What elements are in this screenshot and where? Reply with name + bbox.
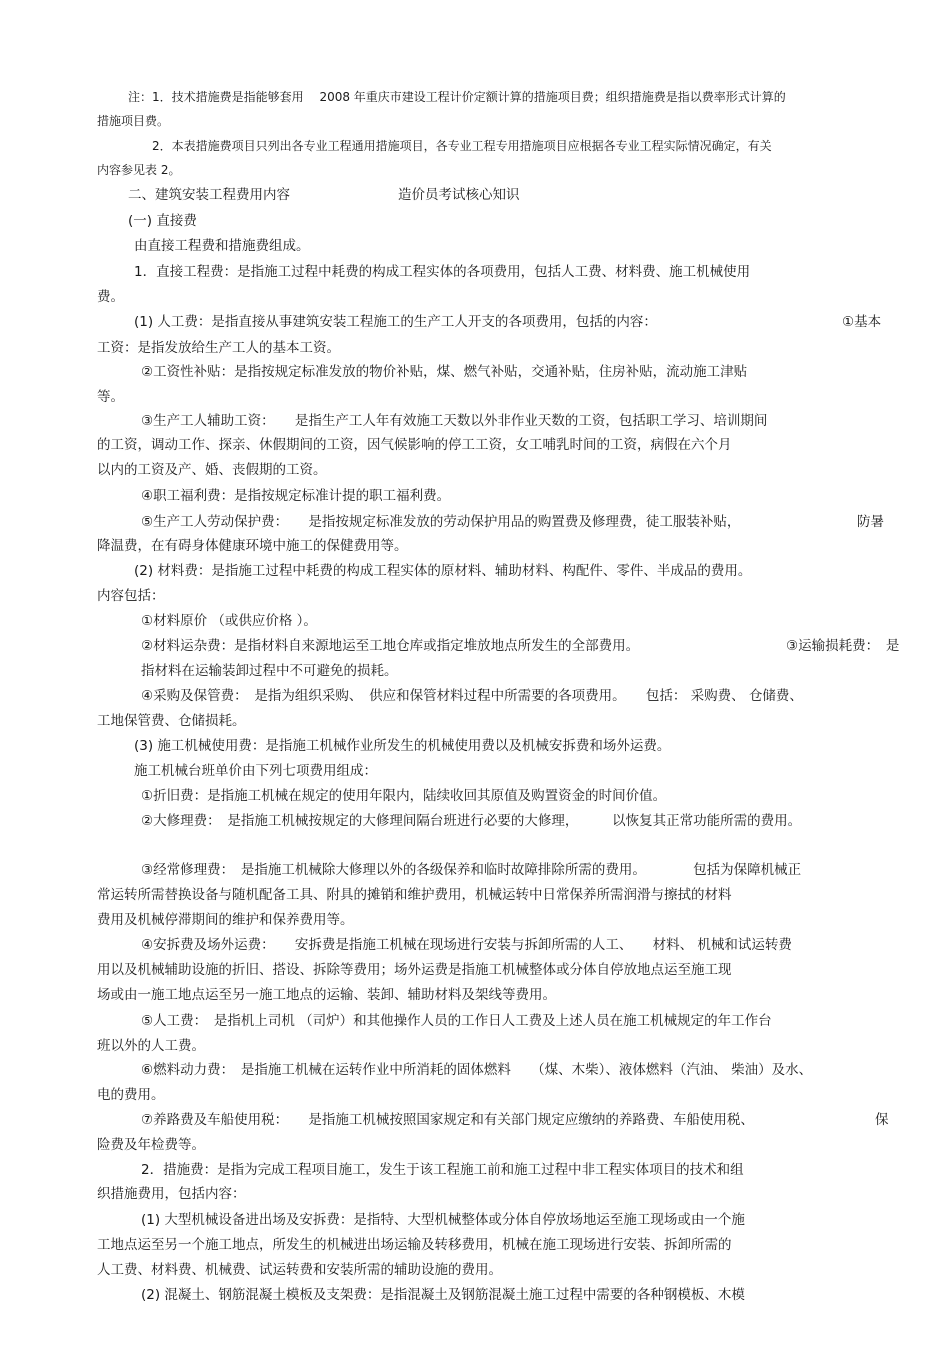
paragraph-line: ②材料运杂费：是指材料自来源地运至工地仓库或指定堆放地点所发生的全部费用。 — [141, 638, 640, 654]
paragraph-line: 险费及年检费等。 — [97, 1137, 205, 1153]
paragraph-line: 降温费，在有碍身体健康环境中施工的保健费用等。 — [97, 538, 408, 554]
paragraph-line: ⑤人工费： 是指机上司机 （司炉）和其他操作人员的工作日人工费及上述人员在施工机械规定的年工作台 — [141, 1013, 772, 1029]
paragraph-line: ③运输损耗费： 是 — [786, 638, 900, 654]
subsection-heading: (一) 直接费 — [128, 213, 197, 229]
note-line-3: 2．本表措施费项目只列出各专业工程通用措施项目，各专业工程专用措施项目应根据各专业工程实际情况确定，有关 — [152, 139, 772, 153]
paragraph-line: 班以外的人工费。 — [97, 1038, 205, 1054]
section-heading: 二、建筑安装工程费用内容 造价员考试核心知识 — [128, 187, 520, 203]
paragraph-line: 用以及机械辅助设施的折旧、搭设、拆除等费用；场外运费是指施工机械整体或分体自停放地点运至施工现 — [97, 962, 732, 978]
paragraph-line: 1．直接工程费：是指施工过程中耗费的构成工程实体的各项费用，包括人工费、材料费、施工机械使用 — [134, 264, 751, 280]
paragraph-line: (2) 材料费：是指施工过程中耗费的构成工程实体的原材料、辅助材料、构配件、零件、半成品的费用。 — [134, 563, 752, 579]
paragraph-line: 电的费用。 — [97, 1087, 165, 1103]
paragraph-line: 费。 — [97, 289, 124, 305]
paragraph-line: 工地点运至另一个施工地点，所发生的机械进出场运输及转移费用，机械在施工现场进行安装、拆卸所需的 — [97, 1237, 732, 1253]
paragraph-line: ④职工福利费：是指按规定标准计提的职工福利费。 — [141, 488, 451, 504]
note-line-2: 措施项目费。 — [97, 114, 170, 128]
paragraph-line: ③经常修理费： 是指施工机械除大修理以外的各级保养和临时故障排除所需的费用。 包括为保障机械正 — [141, 862, 802, 878]
paragraph-line: ①折旧费：是指施工机械在规定的使用年限内，陆续收回其原值及购置资金的时间价值。 — [141, 788, 667, 804]
paragraph-line: 工资：是指发放给生产工人的基本工资。 — [97, 340, 340, 356]
paragraph-line: 以内的工资及产、婚、丧假期的工资。 — [97, 462, 327, 478]
paragraph-line: ④采购及保管费： 是指为组织采购、 供应和保管材料过程中所需要的各项费用。 包括： 采购费、 仓储费、 — [141, 688, 803, 704]
paragraph-line: ④安拆费及场外运费： 安拆费是指施工机械在现场进行安装与拆卸所需的人工、 材料、 机械和试运转费 — [141, 937, 792, 953]
paragraph-line: (3) 施工机械使用费：是指施工机械作业所发生的机械使用费以及机械安拆费和场外运费。 — [134, 738, 671, 754]
paragraph-line: ①基本 — [842, 314, 882, 330]
paragraph-line: 的工资，调动工作、探亲、休假期间的工资，因气候影响的停工工资，女工哺乳时间的工资，病假在六个月 — [97, 437, 732, 453]
paragraph-line: ③生产工人辅助工资： 是指生产工人年有效施工天数以外非作业天数的工资，包括职工学习、培训期间 — [141, 413, 768, 429]
paragraph-line: 施工机械台班单价由下列七项费用组成： — [134, 763, 377, 779]
paragraph-line: 由直接工程费和措施费组成。 — [134, 238, 310, 254]
paragraph-line: 内容包括： — [97, 588, 165, 604]
paragraph-line: 场或由一施工地点运至另一施工地点的运输、装卸、辅助材料及架线等费用。 — [97, 987, 556, 1003]
paragraph-line: 等。 — [97, 389, 124, 405]
paragraph-line: ⑥燃料动力费： 是指施工机械在运转作业中所消耗的固体燃料 （煤、木柴）、液体燃料（汽油、 柴油）及水、 — [141, 1062, 813, 1078]
paragraph-line: 工地保管费、仓储损耗。 — [97, 713, 246, 729]
paragraph-line: 防暑 — [857, 514, 884, 530]
paragraph-line: 指材料在运输装卸过程中不可避免的损耗。 — [141, 663, 398, 679]
paragraph-line: 2．措施费：是指为完成工程项目施工，发生于该工程施工前和施工过程中非工程实体项目的技术和组 — [141, 1162, 744, 1178]
note-line-4: 内容参见表 2。 — [97, 163, 181, 177]
paragraph-line: 保 — [875, 1112, 889, 1128]
paragraph-line: (1) 人工费：是指直接从事建筑安装工程施工的生产工人开支的各项费用，包括的内容： — [134, 314, 657, 330]
paragraph-line: 织措施费用，包括内容： — [97, 1186, 246, 1202]
paragraph-line: (2) 混凝土、钢筋混凝土模板及支架费：是指混凝土及钢筋混凝土施工过程中需要的各种钢模板、木模 — [141, 1287, 745, 1303]
paragraph-line: 常运转所需替换设备与随机配备工具、附具的摊销和维护费用，机械运转中日常保养所需润滑与擦拭的材料 — [97, 887, 732, 903]
paragraph-line: ①材料原价 （或供应价格 ）。 — [141, 613, 317, 629]
paragraph-line: ②工资性补贴：是指按规定标准发放的物价补贴，煤、燃气补贴，交通补贴，住房补贴，流动施工津贴 — [141, 364, 748, 380]
note-line-1: 注：1．技术措施费是指能够套用 2008 年重庆市建设工程计价定额计算的措施项目费；组织措施费是指以费率形式计算的 — [128, 90, 786, 104]
paragraph-line: 人工费、材料费、机械费、试运转费和安装所需的辅助设施的费用。 — [97, 1262, 502, 1278]
paragraph-line: (1) 大型机械设备进出场及安拆费：是指特、大型机械整体或分体自停放场地运至施工现场或由一个施 — [141, 1212, 745, 1228]
paragraph-line: 费用及机械停滞期间的维护和保养费用等。 — [97, 912, 354, 928]
paragraph-line: ⑤生产工人劳动保护费： 是指按规定标准发放的劳动保护用品的购置费及修理费，徒工服装补贴， — [141, 514, 741, 530]
paragraph-line: ⑦养路费及车船使用税： 是指施工机械按照国家规定和有关部门规定应缴纳的养路费、车船使用税、 — [141, 1112, 754, 1128]
paragraph-line: ②大修理费： 是指施工机械按规定的大修理间隔台班进行必要的大修理， 以恢复其正常功能所需的费用。 — [141, 813, 802, 829]
